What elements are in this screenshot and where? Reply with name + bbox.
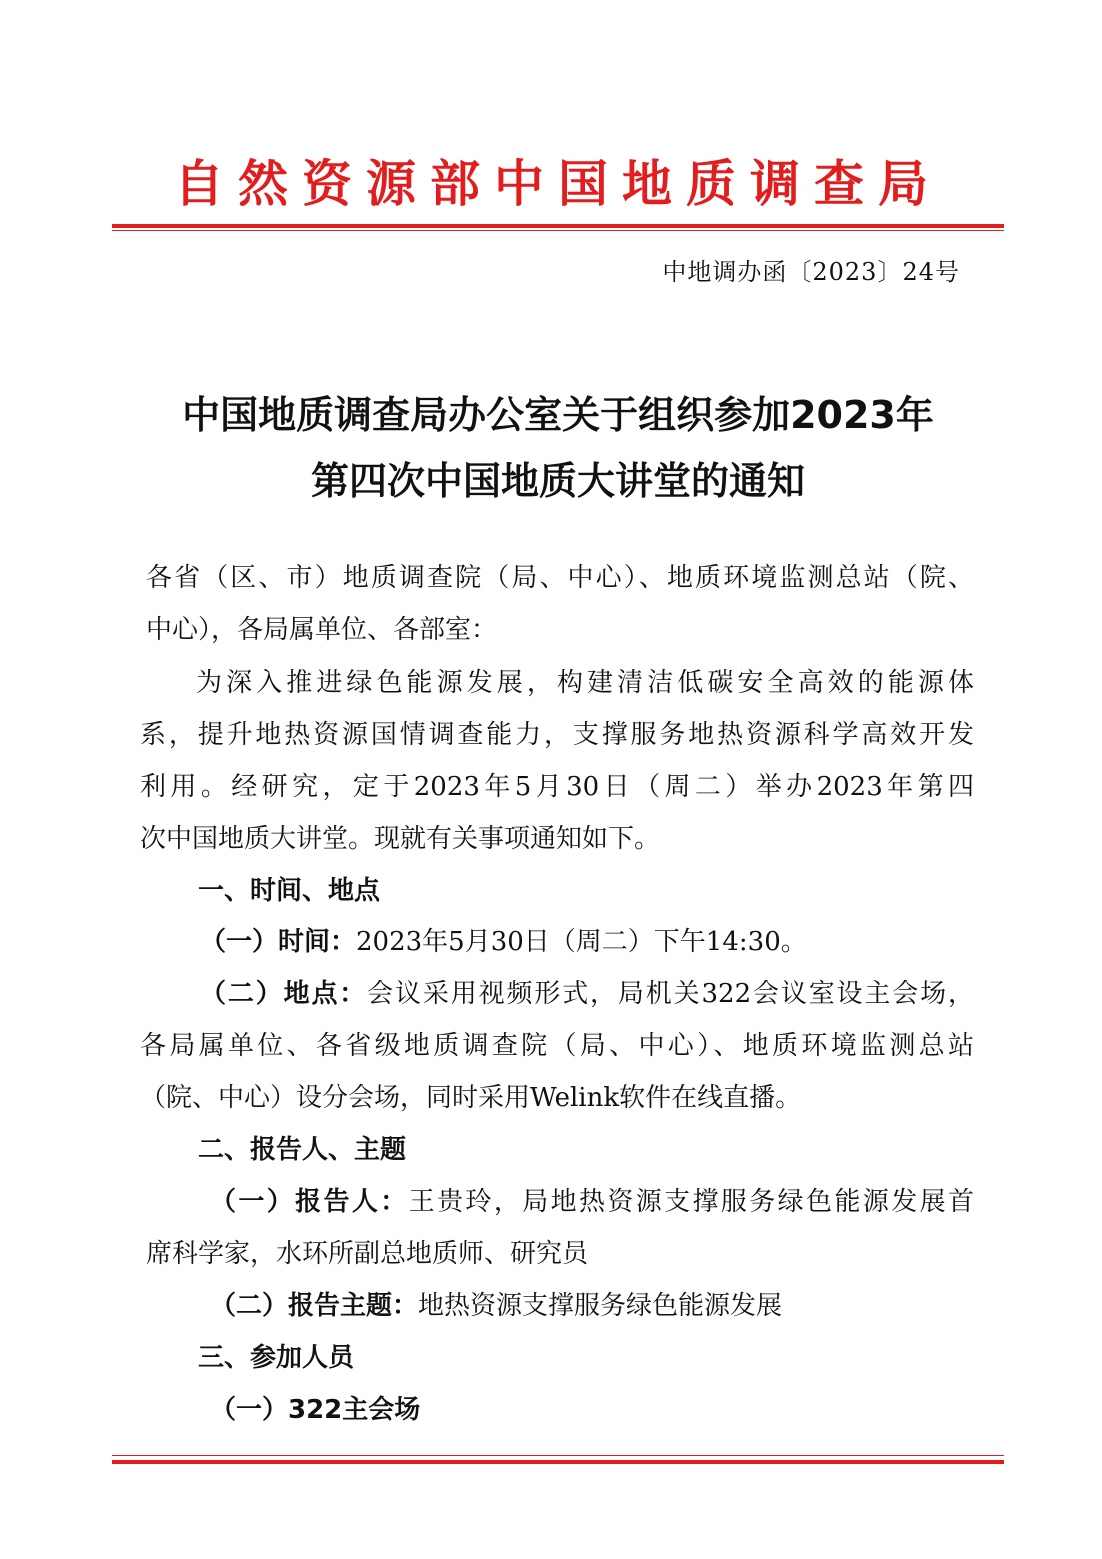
notice-title-line2: 第四次中国地质大讲堂的通知 <box>310 459 805 503</box>
time-label: （一）时间： <box>200 927 357 957</box>
intro-line1: 为深入推进绿色能源发展，构建清洁低碳安全高效的能源体 <box>196 668 974 698</box>
section3-heading: 三、参加人员 <box>198 1343 355 1373</box>
speaker-label: （一）报告人： <box>210 1187 409 1217</box>
place-line1: 会议采用视频形式，局机关322会议室设主会场， <box>367 979 974 1009</box>
place-line2: 各局属单位、各省级地质调查院（局、中心）、地质环境监测总站 <box>140 1031 974 1061</box>
section2-heading: 二、报告人、主题 <box>198 1135 407 1165</box>
speaker-line2: 席科学家，水环所副总地质师、研究员 <box>146 1239 589 1269</box>
addressee-line1: 各省（区、市）地质调查院（局、中心）、地质环境监测总站（院、 <box>146 563 974 593</box>
intro-line4: 次中国地质大讲堂。现就有关事项通知如下。 <box>140 824 661 854</box>
time-row <box>200 922 807 962</box>
document-number: 中地调办函〔2023〕24号 <box>662 258 960 286</box>
section1-heading: 一、时间、地点 <box>198 876 381 906</box>
topic-row <box>210 1286 782 1326</box>
org-header-title: 自然资源部中国地质调查局 <box>174 155 942 213</box>
header-red-rule-thick <box>112 224 1004 228</box>
place-row <box>200 974 974 1014</box>
place-label: （二）地点： <box>200 979 368 1009</box>
speaker-line1: 王贵玲，局地热资源支撑服务绿色能源发展首 <box>408 1187 974 1217</box>
intro-line3: 利用。经研究，定于2023年5月30日（周二）举办2023年第四 <box>140 772 974 802</box>
topic-label: （二）报告主题： <box>210 1291 419 1321</box>
header-red-rule-thin <box>112 230 1004 231</box>
footer-red-rule-thick <box>112 1460 1004 1464</box>
notice-title-line1: 中国地质调查局办公室关于组织参加2023年 <box>182 393 934 437</box>
section3-sub1: （一）322主会场 <box>210 1395 421 1425</box>
place-line3: （院、中心）设分会场，同时采用Welink软件在线直播。 <box>140 1083 802 1113</box>
topic-value: 地热资源支撑服务绿色能源发展 <box>418 1291 783 1321</box>
addressee-line2: 中心），各局属单位、各部室： <box>146 615 498 645</box>
intro-line2: 系，提升地热资源国情调查能力，支撑服务地热资源科学高效开发 <box>140 720 974 750</box>
footer-red-rule-thin <box>112 1455 1004 1456</box>
time-value: 2023年5月30日（周二）下午14:30。 <box>356 927 807 957</box>
speaker-row <box>210 1182 974 1222</box>
